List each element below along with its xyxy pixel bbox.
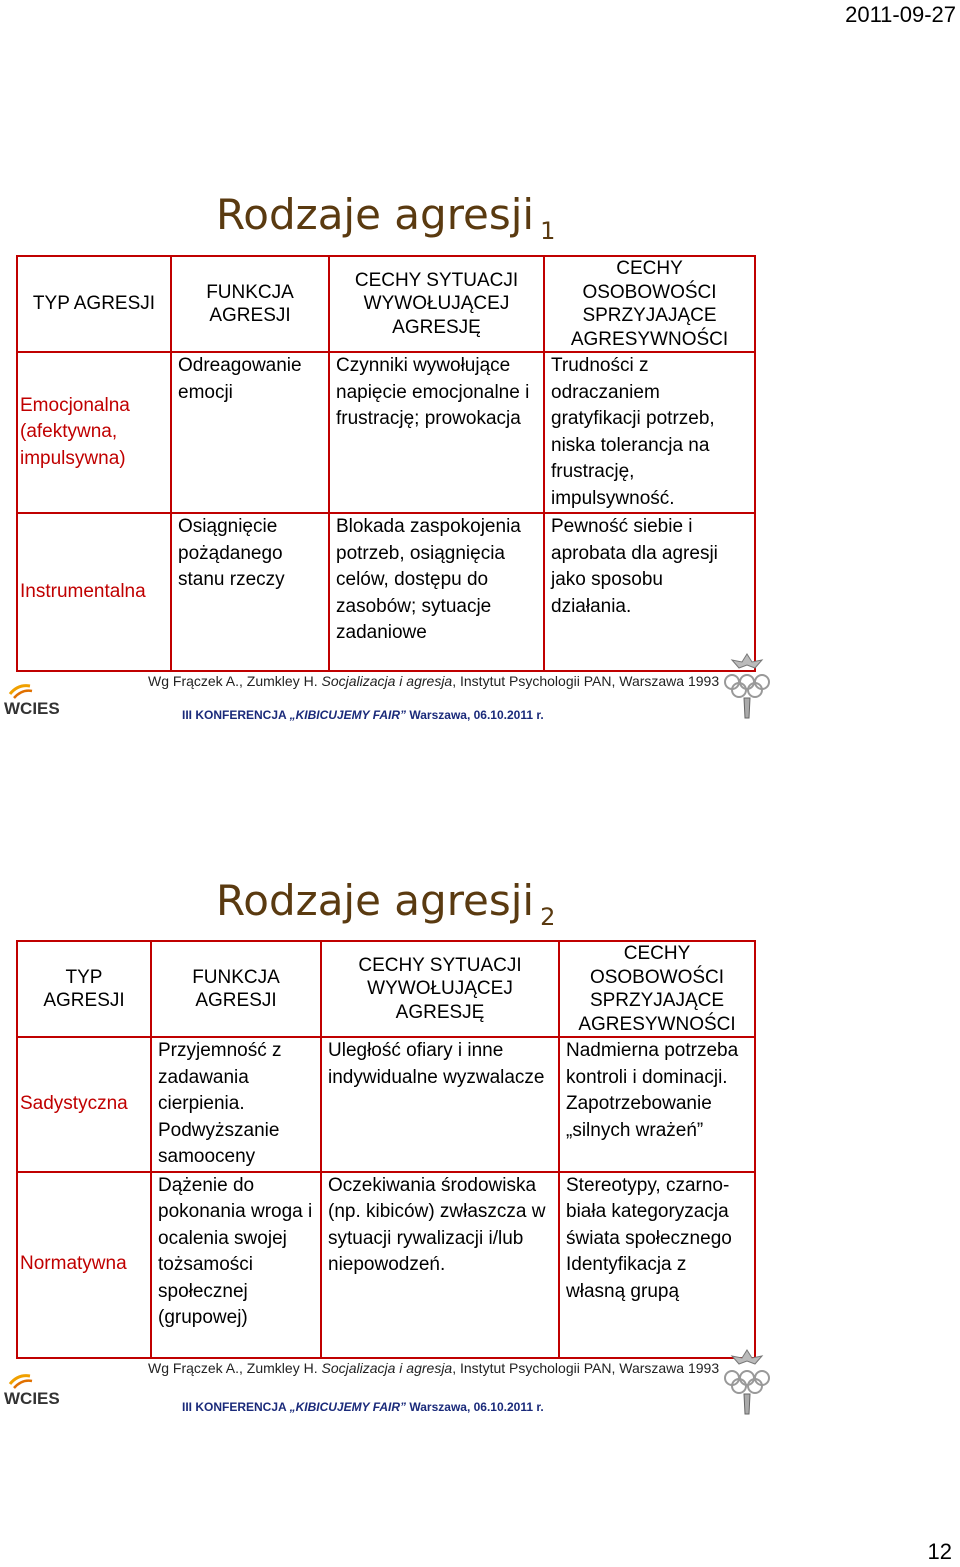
function-cell: Osiągnięcie pożądanego stanu rzeczy: [171, 513, 329, 671]
header-type: TYP AGRESJI: [17, 256, 171, 352]
wcies-logo: [4, 1370, 64, 1410]
aggression-types-table: [16, 255, 756, 672]
page-number: 12: [927, 1539, 952, 1564]
type-cell: Normatywna: [17, 1172, 151, 1358]
situation-cell: Blokada zaspokojenia potrzeb, osiągnięcia celów, dostępu do zasobów; sytuacje zadaniowe: [329, 513, 544, 671]
header-date: 2011-09-27: [845, 2, 956, 27]
slide-title-number: 2: [540, 903, 556, 931]
conference-footer: III KONFERENCJA „KIBICUJEMY FAIR” Warszawa, 06.10.2011 r.: [182, 1400, 544, 1414]
situation-cell: Czynniki wywołujące napięcie emocjonalne i frustrację; prowokacja: [329, 352, 544, 513]
header-function: FUNKCJA AGRESJI: [171, 256, 329, 352]
situation-cell: Uległość ofiary i inne indywidualne wyzwalacze: [321, 1037, 559, 1172]
personality-cell: Nadmierna potrzeba kontroli i dominacji. Zapotrzebowanie „silnych wrażeń”: [559, 1037, 755, 1172]
header-situation: CECHY SYTUACJI WYWOŁUJĄCEJ AGRESJĘ: [329, 256, 544, 352]
slide-1: [0, 180, 960, 730]
header-function: FUNKCJA AGRESJI: [151, 941, 321, 1037]
conference-footer: III KONFERENCJA „KIBICUJEMY FAIR” Warszawa, 06.10.2011 r.: [182, 708, 544, 722]
personality-cell: Stereotypy, czarno-biała kategoryzacja świata społecznego Identyfikacja z własną grupą: [559, 1172, 755, 1358]
slide-2: [0, 870, 960, 1430]
personality-cell: Trudności z odraczaniem gratyfikacji potrzeb, niska tolerancja na frustrację, impulsywność.: [544, 352, 755, 513]
type-cell: Emocjonalna (afektywna, impulsywna): [17, 352, 171, 513]
type-cell: Instrumentalna: [17, 513, 171, 671]
citation: Wg Frączek A., Zumkley H. Socjalizacja i agresja, Instytut Psychologii PAN, Warszawa 1993: [148, 673, 720, 689]
situation-cell: Oczekiwania środowiska (np. kibiców) zwłaszcza w sytuacji rywalizacji i/lub niepowodzeń.: [321, 1172, 559, 1358]
header-type: TYP AGRESJI: [17, 941, 151, 1037]
function-cell: Odreagowanie emocji: [171, 352, 329, 513]
function-cell: Przyjemność z zadawania cierpienia. Podwyższanie samooceny: [151, 1037, 321, 1172]
header-personality: CECHY OSOBOWOŚCI SPRZYJAJĄCE AGRESYWNOŚCI: [559, 941, 755, 1037]
slide-title: Rodzaje agresji $_1$: [216, 190, 556, 245]
wcies-logo: [4, 680, 64, 720]
header-situation: CECHY SYTUACJI WYWOŁUJĄCEJ AGRESJĘ: [321, 941, 559, 1037]
svg-text:WCIES: WCIES: [4, 1389, 60, 1408]
aggression-types-table: [16, 940, 756, 1359]
slide-title-number: 1: [540, 217, 556, 245]
olympic-eagle-emblem: [722, 652, 772, 724]
function-cell: Dążenie do pokonania wroga i ocalenia swojej tożsamości społecznej (grupowej): [151, 1172, 321, 1358]
svg-text:WCIES: WCIES: [4, 699, 60, 718]
type-cell: Sadystyczna: [17, 1037, 151, 1172]
personality-cell: Pewność siebie i aprobata dla agresji jako sposobu działania.: [544, 513, 755, 671]
slide-title: Rodzaje agresji $_2$: [216, 876, 556, 931]
citation: Wg Frączek A., Zumkley H. Socjalizacja i agresja, Instytut Psychologii PAN, Warszawa 1993: [148, 1360, 720, 1376]
olympic-eagle-emblem: [722, 1348, 772, 1420]
header-personality: CECHY OSOBOWOŚCI SPRZYJAJĄCE AGRESYWNOŚCI: [544, 256, 755, 352]
